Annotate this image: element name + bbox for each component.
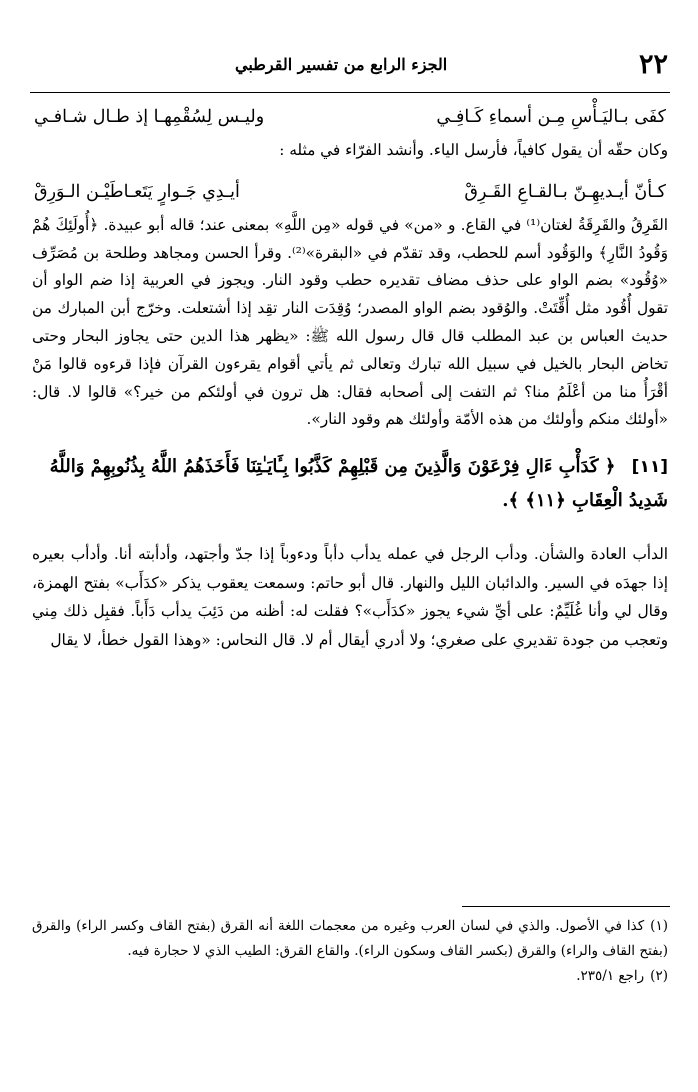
footnotes-divider — [462, 906, 670, 907]
book-page — [30, 40, 670, 1060]
page-header — [30, 40, 670, 93]
running-title: الجزء الرابع من تفسير القرطبي — [235, 54, 448, 74]
footnote-1-marker: (١) — [650, 918, 668, 934]
verse-number: [١١] — [631, 457, 668, 478]
quran-verse-heading — [30, 450, 670, 518]
footnote-1-text: كذا في الأصول. والذي في لسان العرب وغيره من معجمات اللغة أنه القرق (بفتح القاف وكسر الراء) والقرق (بفتح القاف والراء) والقرق (بكسر القاف وسكون الراء). والقاع القرق: الطيب الذي لا حجارة فيه. — [32, 918, 668, 959]
poem-line-1 — [30, 99, 670, 135]
poem-1-second-hemistich: وليـس لِسُقْمِهـا إذ طـال شـافـي — [34, 106, 265, 127]
footnote-1 — [32, 914, 668, 964]
commentary-paragraph: القَرِقُ والقَرِقَةُ لغتان⁽¹⁾ في القاع. و «من» في قوله «مِن اللَّهِ» بمعنى عند؛ قاله أبو عبيدة. ﴿أُولَئِكَ هُمْ وَقُودُ النَّارِ﴾ والوَقُود أسم للحطب، وقد تقدّم في «البقرة»⁽²⁾. وقرأ الحسن ومجاهد وطلحة بن مُصَرِّف «وُقُود» بضم الواو على حذف مضاف تقديره حطب وقود النار. ويجوز في العربية إذا ضم الواو أن تقول أُقُود مثل أُقِّتَتْ. والوُقود بضم الواو المصدر؛ وُقِدَت النار تقِد إذا أشتعلت. وخرّج أبن المبارك من حديث العباس بن عبد المطلب قال قال رسول الله ﷺ: «يظهر هذا الدين حتى يجاوز البحار وحتى تخاض البحار بالخيل في سبيل الله تبارك وتعالى ثم يأتي أقوام يقرءون القرآن فإذا قرءوه قالوا مَنْ أقْرَأُ منا من أعْلَمُ منا؟ ثم التفت إلى أصحابه فقال: هل ترون في أولئكم من خير؟» قالوا لا. قال: «أولئك منكم وأولئك من هذه الأمّة وأولئك هم وقود النار». — [32, 215, 668, 429]
page-number: ٢٢ — [638, 48, 668, 80]
dab-commentary-paragraph: الدأب العادة والشأن. ودأب الرجل في عمله يدأب دأباً ودءوباً إذا جدّ وأجتهد، وأدأبته أنا. وأدأب بعيره إذا جهدَه في السير. والدائبان الليل والنهار. قال أبو حاتم: وسمعت يعقوب يذكر «كدَأَب» بفتح الهمزة، وقال لي وأنا غُلَيِّمٌ: على أيِّ شيء يجوز «كدَأَب»؟ فقلت له: أظنه من دَئِبَ يدأب دَأَباً. فقبِل ذلك مِني وتعجب من جودة تقديري على صغري؛ ولا أدري أيقال أم لا. قال النحاس: «وهذا القول خطأ، لا يقال — [32, 545, 668, 649]
poem-2-second-hemistich: أيـدِي جَـوارٍ يَتَعـاطَيْـن الـوَرِقْ — [34, 182, 240, 203]
footnote-2 — [32, 964, 668, 989]
footnote-2-marker: (٢) — [650, 968, 668, 984]
poem-1-first-hemistich: كفَى بـاليَـأْسِ مِـن أسماءِ كَـافِـي — [436, 106, 666, 127]
intro-paragraph: وكان حقّه أن يقول كافياً، فأرسل الياء. وأنشد الفرّاء في مثله : — [279, 141, 668, 159]
footnotes — [32, 914, 668, 989]
footnote-2-text: راجع ٢٣٥/١. — [576, 968, 645, 984]
quran-verse-text: ﴿ كَدَأْبِ ءَالِ فِرْعَوْنَ وَالَّذِينَ مِن قَبْلِهِمْ كَذَّبُوا بِـَٔايَـٰتِنَا فَأَخَذَهُمُ اللَّهُ بِذُنُوبِهِمْ وَاللَّهُ شَدِيدُ الْعِقَابِ ﴿١١﴾ ﴾. — [49, 456, 668, 512]
poem-2-first-hemistich: كـأنّ أيـديهِـنّ بـالقـاعِ القَـرِقْ — [464, 182, 666, 203]
poem-line-2 — [30, 175, 670, 211]
